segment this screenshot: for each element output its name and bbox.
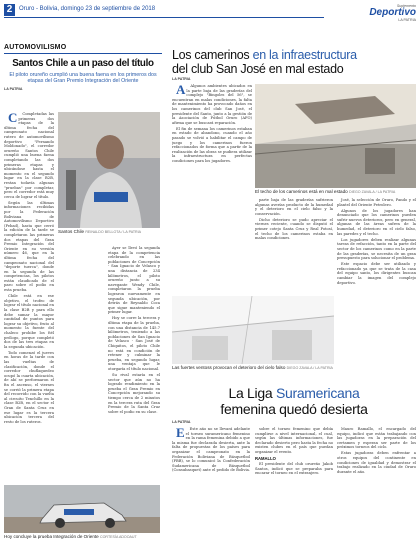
caption-credit: DIEGO ZAVALA / LA PATRIA [286, 366, 333, 370]
left-byline: LA PATRIA [4, 86, 23, 91]
bottom-right-col3 [337, 427, 416, 539]
section-rule [4, 53, 162, 54]
brand-line1: Suplemento [396, 4, 416, 8]
left-col1-p4: Todo comenzó el jueves en horas de la tarde con las vueltas de clasificación, donde el corredor chuflaquedeo ocupó la cuarta ubicación, de ahí se performaron el fin el ascenso, el viernes se corrió la primera etapa del recorrido con la vuelta al circuito Tenchillo en la clase B2B, en el sector el Gran de Santa Cruz en ese lugar es la tercera ubicación tercera del resto de los ruteros. [4, 350, 54, 424]
bottom-right-col1 [172, 427, 250, 539]
bottom-right-col2-p2: El presidente del club orureño Jakob Santos, indicó que se preparaba para encarar el torneo en el extranjero. [255, 462, 333, 476]
brand-line3: LA PATRIA [398, 18, 416, 22]
drop-cap: A [176, 84, 186, 97]
top-right-byline: LA PATRIA [172, 77, 191, 81]
caption-text: Santos Chile [58, 229, 85, 234]
left-photo2-caption [4, 534, 164, 540]
bottom-right-col1-p1 [172, 427, 250, 473]
bottom-right-byline: LA PATRIA [172, 420, 191, 424]
headline-part1: Los camerinos [172, 48, 250, 62]
top-right-col2 [255, 198, 333, 294]
caption-credit: DIEGO ZAVALA / LA PATRIA [348, 190, 396, 194]
headline-part2: en la infraestructura [252, 48, 357, 62]
page-header [0, 4, 420, 26]
bottom-right-col2-p1: sobre el torneo femenino que debía cumplirse a nivel internacional, el cual, según las últimas informaciones, fue declarado desierto pero hasta la fecha no existen clubes en el país que puedan organizar el evento. [255, 427, 333, 454]
top-right-photo1 [255, 84, 416, 188]
bottom-right-headline-block [172, 385, 416, 417]
top-right-photo2-caption [172, 365, 342, 371]
left-headline: Santos Chile a un paso del título [12, 58, 154, 69]
drop-cap: E [176, 427, 185, 440]
locker-room-roof-illustration [255, 84, 416, 188]
top-right-headline-line2: del club San José en mal estado [172, 62, 344, 76]
left-photo1-caption [58, 229, 160, 235]
top-right-col3-p4: Este espacio debe ser utilizado y refaccionado ya que se trata de la casa del equipo santo, los dirigentes buscan cambiar la imagen del complejo deportivo. [337, 262, 416, 285]
top-right-headline-block [172, 48, 416, 81]
left-col2-p2: Hoy se corre la tercera y última etapa de la prueba, con una distancia de 145.7 kilómetros, teniendo a las poblaciones de San Ignacio de Velasco - San José de Chiquitos, el piloto Chile no está en condición de retener y culminar la prueba, en segundo lugar, una ventaja que le otorgaría el título nacional. [108, 316, 160, 371]
top-right-col3-p3: Los jugadores deben realizar algunas tareas de refacción, tanto en la parte del sector de los camerinos como en la parte de las graderías, se necesita de un gran presupuesto para solucionar el problema. [337, 237, 416, 261]
header-rule [4, 17, 324, 18]
top-right-col3-p1: José, la selección de Oruro, Pando y el plantel del Oriente Petrolero. [337, 198, 416, 207]
top-right-col1-p2: El fin de semana los camerinos estaban en estado de abandono, cuando el año pasado se volvió a habilitar el campo de juego y los camerinos fueron refaccionados de forma que a partir de la realización de las obras se pudiera utilizar la infraestructura en perfectas condiciones para los jugadores. [172, 126, 252, 163]
section-label: AUTOMOVILISMO [4, 44, 67, 51]
left-deck: El piloto orureño cumplió una buena faena en los primeros dos etapas del Gran Premio Integración del Oriente [9, 72, 157, 85]
headline-part2: Suramericana [275, 385, 360, 401]
bottom-right-col3-p1: Mauro Ramallo, el encargado del equipo, indicó que están trabajando con las jugadoras en la preparación del certamen y esperan ser parte de los próximos torneos del ciclo. [337, 427, 416, 450]
headline-part1: La Liga [228, 385, 273, 401]
brand-line2: Deportivo [369, 7, 416, 18]
top-right-headline [172, 48, 416, 62]
bottom-right-subhead: RAMALLO [255, 455, 276, 461]
page-number: 2 [4, 4, 15, 16]
bottom-right-headline-line2: femenina quedó desierta [220, 401, 368, 417]
dateline: Oruro - Bolivia, domingo 23 de septiembre de 2018 [19, 6, 156, 12]
left-col1 [4, 112, 54, 482]
left-col1-p3: Chile está en ese objetivo, el trofeo de lograr el título nacional en la clase B2B y para ello debe sumar la mayor cantidad de puntos para lograr su objetivo, fruto al momento la fuente del chaleco prohibe los fiél prólogo, porque completó dos de las tres etapas en la segunda ubicación. [4, 294, 54, 349]
top-right-photo1-caption [255, 189, 416, 195]
bottom-right-headline [172, 385, 416, 401]
top-right-photo2 [172, 296, 334, 364]
bottom-right-col3-p2: Estas jugadoras deben enfrentar a otros equipos del continente en condiciones de igualdad y demostrar el trabajo realizado en la ciudad de Oruro durante el año. [337, 451, 416, 474]
paragraph: Algunos ambientes ubicados en la parte baja de las graderías del complejo "Bingoles del 56", se encuentran en malas condiciones, la falta de mantenimiento ha provocado daños en los camerinos del club San José, el presidente del Santo, junto a la gestión de la Asociación de Fútbol Oruro (AFO) afirma que se buscará reparación. [172, 84, 252, 125]
caption-text: El techo de los camerinos está en mal estado [255, 189, 348, 194]
top-right-col2-p2: Dicho deterioro se pudo apreciar el viernes reciente, cuando se disputó el primer cotejo Santa Cruz y Real Potosí, el techo de los camerinos estaba en malas condiciones. [255, 217, 333, 241]
left-col2 [108, 246, 160, 482]
top-right-col3-p2: Algunos de los jugadores han denunciado que los camerinos pueden sufrir nuevos deterioros, pero en general, algunas de las áreas sufren de la humedad, el deterioro en el cielo falso, las paredes y el techo. [337, 208, 416, 236]
driver-photo-illustration [58, 112, 160, 228]
drop-cap: C [8, 112, 18, 125]
bottom-right-col2 [255, 427, 333, 539]
caption-credit: REINALDO BELLOTA / LA PATRIA [85, 230, 142, 234]
top-right-col2-p1: parte baja de las graderías sufrieron algunas averías producto de la humedad y el deterioro en el cielo falso y la conservación. [255, 198, 333, 216]
left-col1-p2: Según las últimas informaciones recibidas por la Federación Boliviana de Automovilismo Deportivo (Febad), hasta que cerró la edición de la tarde se completaron las primeras dos etapas del Gran Premio Integración del Oriente en su versión número 46, que en la última fecha del campeonato nacional del "deporte tuerca", donde en la segunda de las competencias, los pilotos están claudicado de el paro sobre el podio en esta prueba. [4, 200, 54, 293]
left-col2-p3: Su rival estaría en el sector que aún no ha logrado rendimiento en la prueba el Gran Premio en Concepción mejorando su tiempo cerca de 2 minutos en la tercera ruta del Gran Premio de la Santa Cruz sobre el podio en su clase. [108, 373, 160, 414]
caption-text: Hoy concluye la prueba Integración de Oriente [4, 534, 99, 539]
paragraph: Completadas las primeras dos etapas de la última fecha del campeonato nacional rutero de automovilismo deportivo "Fernando Moldonado", el corredor orureño Santos Chile cumplió una buena faena completando las dos primeras etapas y ubicándose hasta el momento en el segundo lugar en la clase B2B, restan todavía algunas "pruebas" por completar, pero el corredor está muy cerca de lograr el título. [4, 112, 54, 199]
left-col2-p1: Ayer se llevó la segunda etapa de la competencia celebrando en las poblaciones de Concepción - San Ignacio de Velasco y una distancia de 234 kilómetros, el piloto orureño junto a su navegante Wendy Chile, completaron la prueba lograron nuevamente en segunda ubicación, por detrás de Reynaldo Coca que sigue manteniendo el primer lugar. [108, 246, 160, 315]
left-col1-p1 [4, 112, 54, 199]
rally-car-illustration [4, 485, 160, 533]
caption-credit: CORTESÍA ADOOAUT [100, 535, 137, 539]
top-right-col1-p1 [172, 84, 252, 125]
paragraph: Este año no se llevará adelante el torneo suramericano femenino en la rama femenina debido a que la misma fue declarada desierta, ante la falta de propuestas de los países para organizar el campeonato en la Federación Boliviana de Básquetbol (FBB), se lo comunicó la Confederación Sudamericana de Básquetbol (Consubasquet) ante el pedido de Bolivia. [172, 427, 250, 473]
brand-logo [348, 4, 416, 22]
left-photo1 [58, 112, 160, 228]
left-photo2 [4, 485, 160, 533]
caption-text: Las fuertes ventoss provocan el deterioro del cielo falso [172, 365, 286, 370]
top-right-col3 [337, 198, 416, 374]
ceiling-illustration [172, 296, 334, 364]
